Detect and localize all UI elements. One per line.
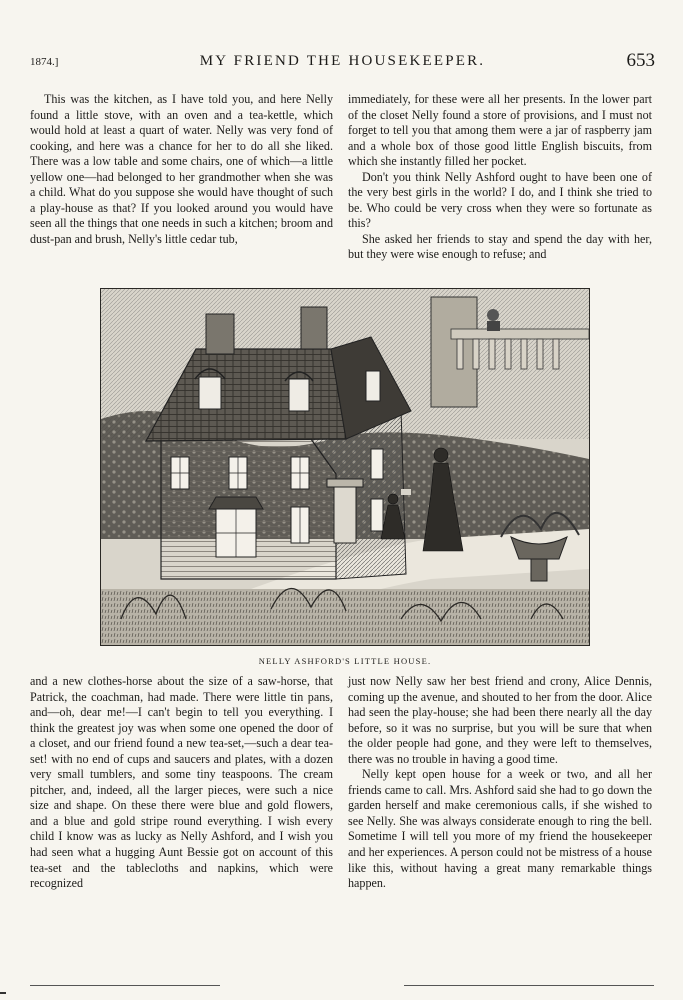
header-year: 1874.]	[30, 56, 59, 68]
edge-mark	[0, 992, 6, 994]
running-header	[30, 52, 655, 76]
paragraph: and a new clothes-horse about the size of a saw-horse, that Patrick, the coachman, had made. There were little tin pans, and—oh, dear me!—I can't begin to tell you everything. I think the greatest joy was when some one opened the door of a closet, and our friend found a new tea-set,—such a dear tea-set! with no end of cups and saucers and plates, with a dozen very small tumblers, and some tiny teaspoons. The cream pitcher, and, indeed, all the larger pieces, were such a nice size and shape. On these there were blue and gold flowers, and a blue and gold stripe round everything. I wish every child I know was as lucky as Nelly Ashford, and I wish you had seen what a hugging Aunt Bessie got on account of this tea-set and the tablecloths and napkins, which were recognized	[30, 674, 333, 891]
paragraph: just now Nelly saw her best friend and crony, Alice Dennis, coming up the avenue, and shouted to her from the door. Alice had seen the play-house; she had been there nearly all the day before, so it was no surprise, but you will be sure that when the older people had gone, and they were left to themselves, there was no trouble in having a good time.	[348, 674, 652, 766]
page-number: 653	[626, 50, 655, 71]
engraving-illustration	[100, 288, 590, 646]
paragraph: immediately, for these were all her presents. In the lower part of the closet Nelly found a store of provisions, and I must not forget to tell you that among them were a jar of raspberry jam and a whole box of those good little English biscuits, from which she instantly filled her pocket.	[348, 92, 652, 169]
column-top-left	[30, 92, 333, 247]
column-bottom-left	[30, 674, 333, 892]
column-bottom-right	[348, 674, 652, 892]
column-top-right	[348, 92, 652, 263]
paragraph: Nelly kept open house for a week or two, and all her friends came to call. Mrs. Ashford said she had to go down the garden herself and make ceremonious calls, if she wished to see Nelly. She was always considerate enough to ring the bell. Sometime I will tell you more of my friend the housekeeper and her experiences. A person could not be mistress of a house like this, without having a great many remarkable things happen.	[348, 767, 652, 891]
footer-rule-left	[30, 985, 220, 986]
paragraph: Don't you think Nelly Ashford ought to have been one of the very best girls in the world? I do, and I think she tried to be. Who could be very cross when they were so fortunate as this?	[348, 169, 652, 231]
footer-rule-right	[404, 985, 654, 986]
illustration-caption: NELLY ASHFORD'S LITTLE HOUSE.	[258, 656, 432, 666]
paragraph: She asked her friends to stay and spend the day with her, but they were wise enough to refuse; and	[348, 231, 652, 262]
header-title: MY FRIEND THE HOUSEKEEPER.	[199, 53, 486, 69]
paragraph: This was the kitchen, as I have told you, and here Nelly found a little stove, with an oven and a tea-kettle, which would hold at least a quart of water. Nelly was very fond of cooking, and here was a chance for her to do all she liked. There was a low table and some chairs, one of which—a little yellow one—had belonged to her grandmother when she was a child. What do you suppose she would have thought of such a play-house as that? If you looked around you would have seen all the things that one needs in such a kitchen; broom and dust-pan and brush, Nelly's little cedar tub,	[30, 92, 333, 246]
